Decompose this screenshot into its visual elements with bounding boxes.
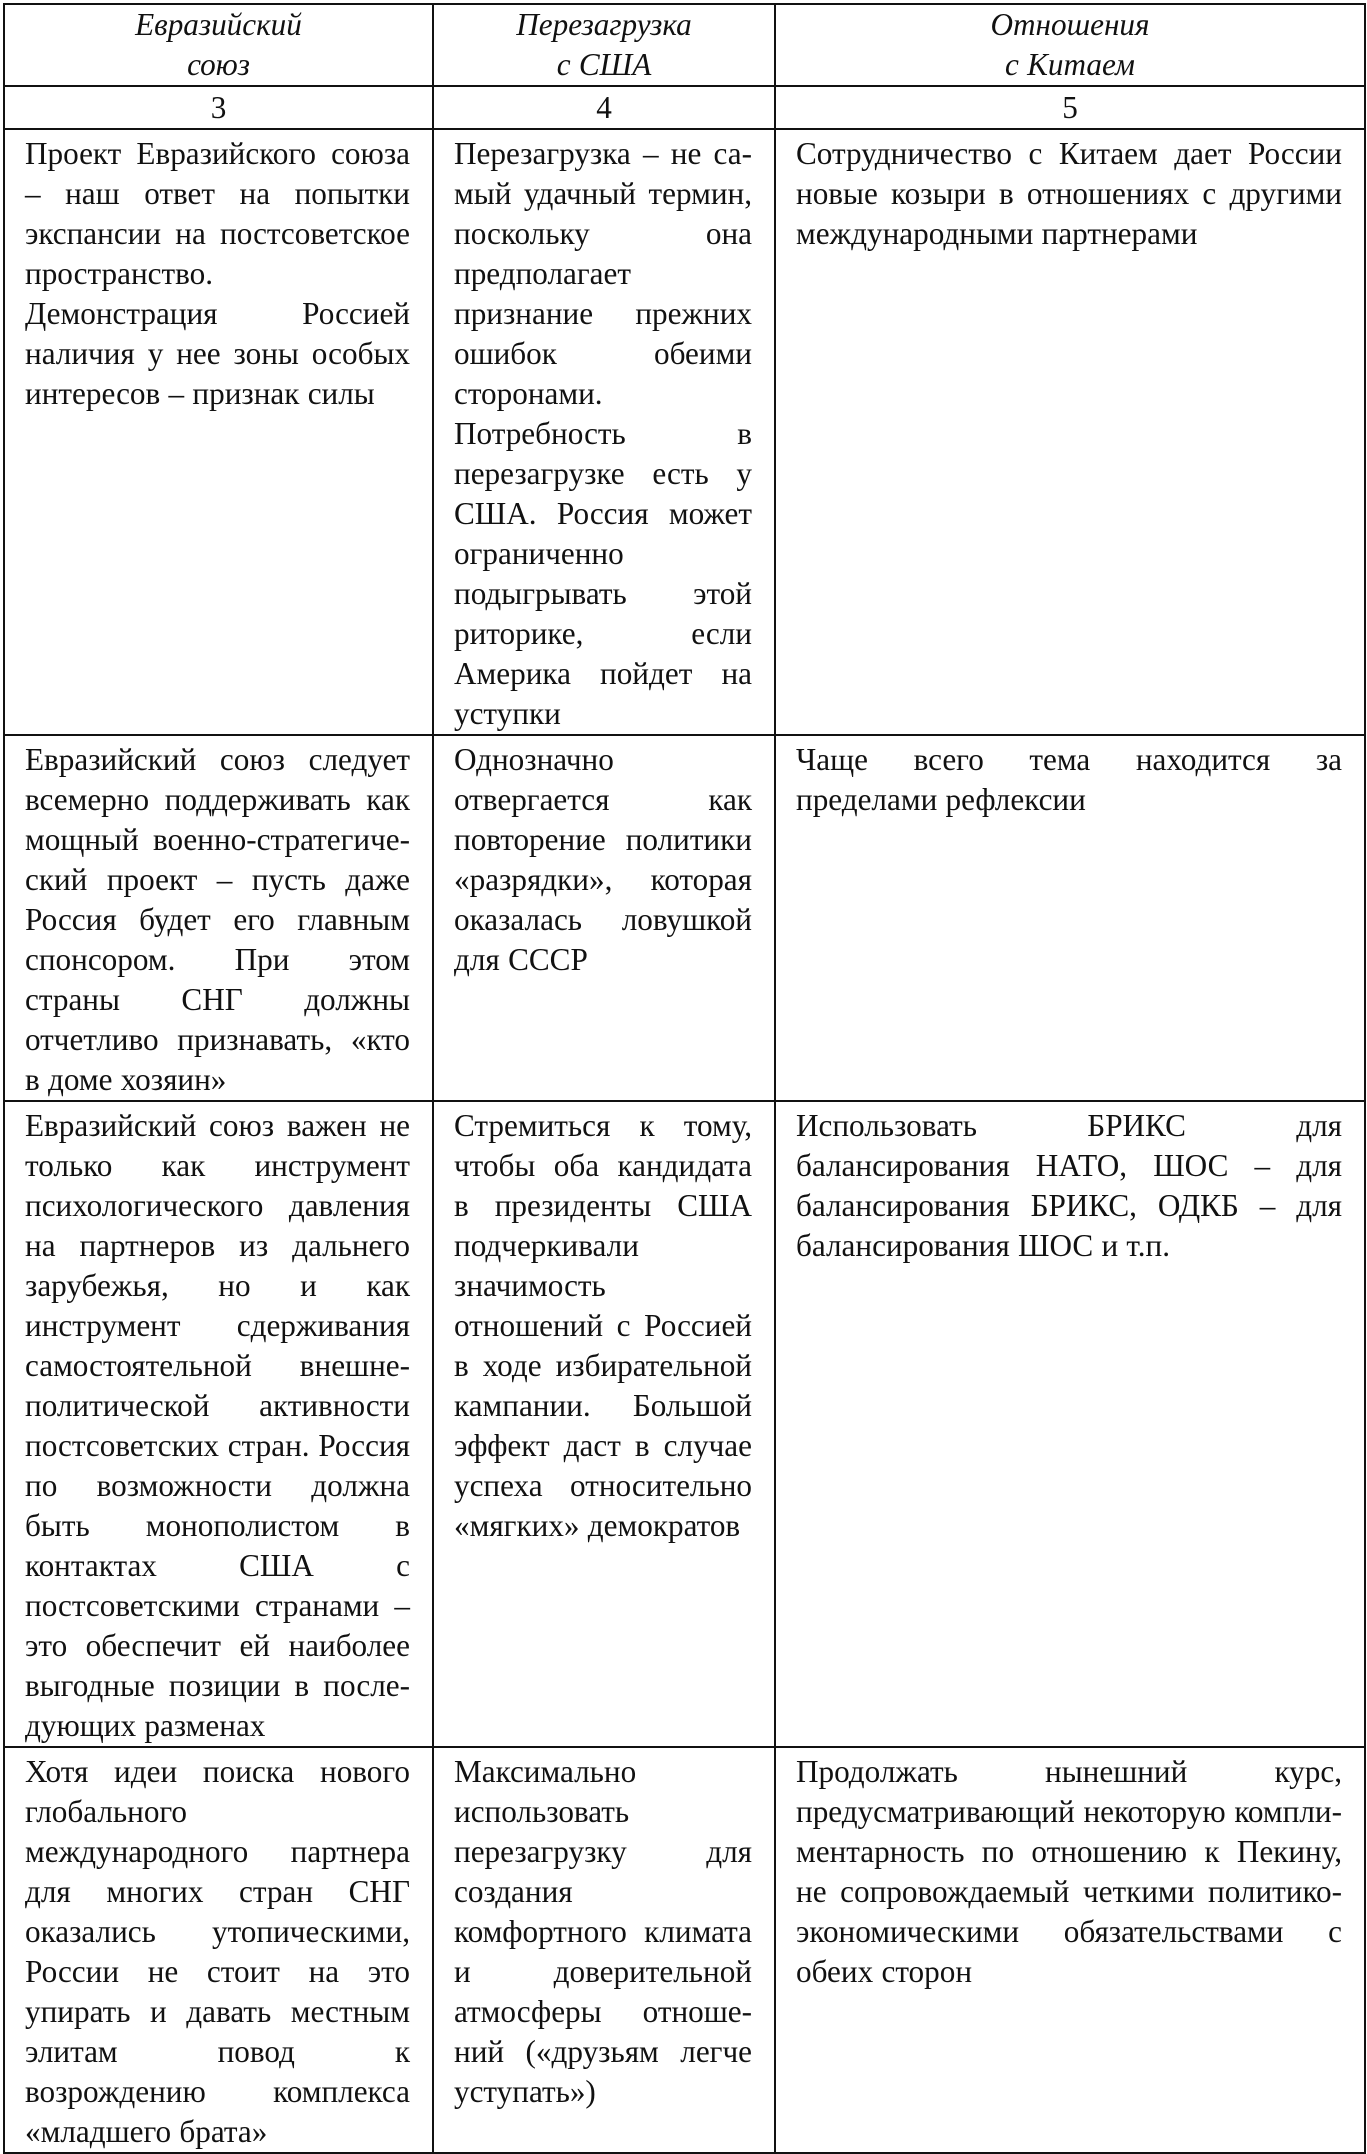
column-number: 4 <box>433 86 775 129</box>
column-number-row <box>4 86 1365 129</box>
header-line: союз <box>187 47 250 82</box>
table-cell: Продолжать нынешний курс, предусматривающий некоторую комплиментарность по отношению к Пекину, не сопровождаемый четкими политико-экономическими обязательствами с обеих сторон <box>775 1747 1365 2153</box>
table-cell: Сотрудничество с Китаем дает России новые козыри в отношениях с другими международными партнерами <box>775 129 1365 735</box>
header-line: с Китаем <box>1005 47 1135 82</box>
header-row <box>4 4 1365 86</box>
header-line: с США <box>556 47 652 82</box>
table-row <box>4 1747 1365 2153</box>
table-row <box>4 735 1365 1101</box>
policy-comparison-table <box>3 3 1366 2154</box>
table-cell: Стремиться к тому, чтобы оба кандидата в президенты США подчеркивали значимость отношений с Россией в ходе избирательной кампании. Большой эффект даст в случае успеха относительно «мягких» демократов <box>433 1101 775 1747</box>
header-china-relations <box>775 4 1365 86</box>
header-line: Евразийский <box>135 7 302 42</box>
table-cell: Евразийский союз следует всемерно поддерживать как мощный военно-стратегический проект – пусть даже Россия будет его главным спонсором. При этом страны СНГ должны отчетливо признавать, «кто в доме хозяин» <box>4 735 433 1101</box>
table-cell: Перезагрузка – не самый удачный термин, поскольку она предполагает признание прежних ошибок обеими сторонами. Потребность в перезагрузке есть у США. Россия может ограниченно подыгрывать этой риторике, если Америка пойдет на уступки <box>433 129 775 735</box>
column-number: 3 <box>4 86 433 129</box>
table-row <box>4 1101 1365 1747</box>
header-usa-reset <box>433 4 775 86</box>
table-cell: Использовать БРИКС для балансирования НАТО, ШОС – для балансирования БРИКС, ОДКБ – для балансирования ШОС и т.п. <box>775 1101 1365 1747</box>
table-row <box>4 129 1365 735</box>
header-eurasian-union <box>4 4 433 86</box>
table-cell: Чаще всего тема находится за пределами рефлексии <box>775 735 1365 1101</box>
table-cell: Хотя идеи поиска нового глобального международного партнера для многих стран СНГ оказались утопическими, России не стоит на это упирать и давать местным элитам повод к возрождению комплекса «младшего брата» <box>4 1747 433 2153</box>
header-line: Отношения <box>990 7 1150 42</box>
table-cell: Однозначно отвергается как повторение политики «разрядки», которая оказалась ловушкой для СССР <box>433 735 775 1101</box>
table-cell: Евразийский союз важен не только как инструмент психологического давления на партнеров из дальнего зарубежья, но и как инструмент сдерживания самостоятельной внешнеполитической активности постсоветских стран. Россия по возможности должна быть монополистом в контактах США с постсоветскими странами – это обеспечит ей наиболее выгодные позиции в последующих разменах <box>4 1101 433 1747</box>
column-number: 5 <box>775 86 1365 129</box>
table-cell: Максимально использовать перезагрузку для создания комфортного климата и доверительной атмосферы отношений («друзьям легче уступать») <box>433 1747 775 2153</box>
table-cell: Проект Евразийского союза – наш ответ на попытки экспансии на постсоветское пространство. Демонстрация Россией наличия у нее зоны особых интересов – признак силы <box>4 129 433 735</box>
header-line: Перезагрузка <box>516 7 692 42</box>
